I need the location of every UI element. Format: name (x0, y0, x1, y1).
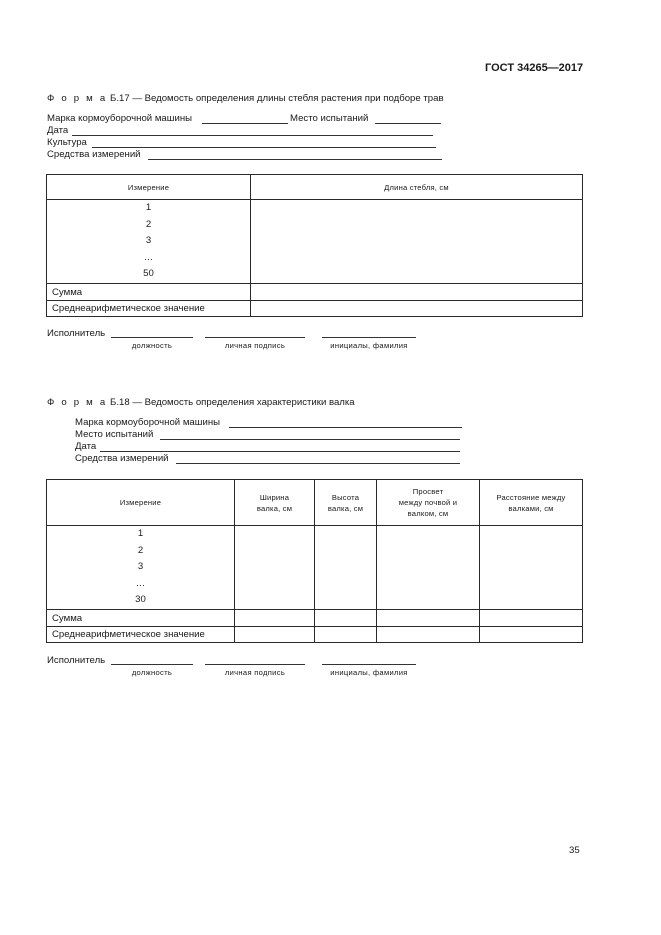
form-18-executor-signature-line (205, 664, 305, 665)
form-18-title-text: Б.18 — Ведомость определения характеристики валка (110, 397, 355, 408)
form-18-mean-width-cell[interactable] (235, 627, 315, 643)
form-18-header-measure: Измерение (47, 480, 235, 526)
form-18-sum-distance-cell[interactable] (480, 610, 583, 627)
form-17-title (47, 93, 444, 104)
form-18-header-width-line: валка, см (256, 503, 293, 513)
form-18-executor-name-line (322, 664, 416, 665)
form-18-width-cell[interactable] (235, 526, 315, 610)
form-18-header-width-line: Ширина (259, 492, 290, 502)
form-17-field-place-line (375, 123, 441, 124)
form-18-header-distance-line: Расстояние между (496, 492, 566, 502)
form-17-length-cell[interactable] (251, 200, 583, 284)
form-18-header-height-line: Высота (331, 492, 360, 502)
form-18-table (46, 479, 583, 643)
form-18-field-means-line (176, 463, 460, 464)
form-17-field-culture-line (92, 147, 436, 148)
form-17-sum-cell[interactable] (251, 284, 583, 301)
form-18-field-date-label: Дата (75, 441, 97, 452)
page-number: 35 (569, 845, 580, 856)
form-18-header-height-line: валка, см (327, 503, 364, 513)
form-17-field-means-line (148, 159, 442, 160)
form-17-field-date-line (72, 135, 433, 136)
form-18-sum-gap-cell[interactable] (377, 610, 480, 627)
form-18-sum-height-cell[interactable] (315, 610, 377, 627)
form-18-sum-label: Сумма (47, 610, 235, 627)
form-18-mean-distance-cell[interactable] (480, 627, 583, 643)
form-18-header-width (235, 480, 315, 526)
document-number: ГОСТ 34265—2017 (485, 62, 584, 74)
form-17-executor-signature-line (205, 337, 305, 338)
form-17-caption-signature: личная подпись (224, 341, 286, 350)
form-18-header-gap-line: между почвой и (398, 498, 458, 507)
form-18-caption-signature: личная подпись (224, 668, 286, 677)
form-18-field-machine-label: Марка кормоуборочной машины (75, 417, 221, 428)
form-17-field-means-label: Средства измерений (47, 149, 141, 160)
form-18-mean-label: Среднеарифметическое значение (47, 627, 235, 643)
form-17-field-date-label: Дата (47, 125, 69, 136)
form-17-field-culture-label: Культура (47, 137, 87, 148)
form-18-row-number: 2 (137, 544, 144, 556)
form-18-sum-width-cell[interactable] (235, 610, 315, 627)
form-18-field-date-line (100, 451, 460, 452)
form-18-caption-position: должность (131, 668, 173, 677)
form-18-gap-cell[interactable] (377, 526, 480, 610)
form-18-executor-position-line (111, 664, 193, 665)
form-18-measure-numbers (47, 526, 235, 610)
form-17-executor-name-line (322, 337, 416, 338)
form-18-title (47, 397, 355, 408)
form-18-field-means-label: Средства измерений (75, 453, 169, 464)
form-18-prefix: Ф о р м а (47, 397, 108, 408)
form-17-mean-label: Среднеарифметическое значение (47, 301, 251, 317)
form-17-header-measure: Измерение (47, 175, 251, 200)
form-18-distance-cell[interactable] (480, 526, 583, 610)
form-18-header-gap (377, 480, 480, 526)
form-18-mean-gap-cell[interactable] (377, 627, 480, 643)
form-17-caption-name: инициалы, фамилия (330, 341, 408, 350)
form-17-row-number: 1 (145, 202, 152, 213)
form-18-executor-label: Исполнитель (47, 655, 106, 666)
form-18-header-distance (480, 480, 583, 526)
form-18-field-place-label: Место испытаний (75, 429, 154, 440)
form-18-header-gap-line: валком, см (407, 509, 449, 518)
form-17-field-place-label: Место испытаний (290, 113, 369, 124)
form-17-field-machine-line (202, 123, 288, 124)
form-17-header-length: Длина стебля, см (251, 175, 583, 200)
form-17-mean-cell[interactable] (251, 301, 583, 317)
form-18-header-height (315, 480, 377, 526)
form-18-row-number: 3 (137, 561, 144, 573)
form-17-executor-label: Исполнитель (47, 328, 106, 339)
form-18-row-number: … (135, 577, 146, 589)
form-18-caption-name: инициалы, фамилия (330, 668, 408, 677)
form-17-row-number: 50 (143, 268, 154, 280)
form-18-field-place-line (160, 439, 460, 440)
form-17-sum-label: Сумма (47, 284, 251, 301)
form-18-header-gap-line: Просвет (412, 487, 444, 496)
form-17-caption-position: должность (131, 341, 173, 350)
form-17-title-text: Б.17 — Ведомость определения длины стебля растения при подборе трав (110, 93, 444, 104)
form-17-prefix: Ф о р м а (47, 93, 108, 104)
form-17-row-number: 2 (145, 218, 152, 230)
form-18-row-number: 1 (137, 528, 144, 539)
form-17-measure-numbers (47, 200, 251, 284)
form-17-field-machine-label: Марка кормоуборочной машины (47, 113, 193, 124)
form-17-row-number: 3 (145, 235, 152, 247)
form-18-row-number: 30 (135, 594, 146, 606)
form-17-executor-position-line (111, 337, 193, 338)
form-17-row-number: … (143, 251, 154, 263)
form-18-mean-height-cell[interactable] (315, 627, 377, 643)
form-18-height-cell[interactable] (315, 526, 377, 610)
form-18-field-machine-line (229, 427, 462, 428)
form-17-table (46, 174, 583, 317)
form-18-header-distance-line: валками, см (508, 503, 554, 513)
